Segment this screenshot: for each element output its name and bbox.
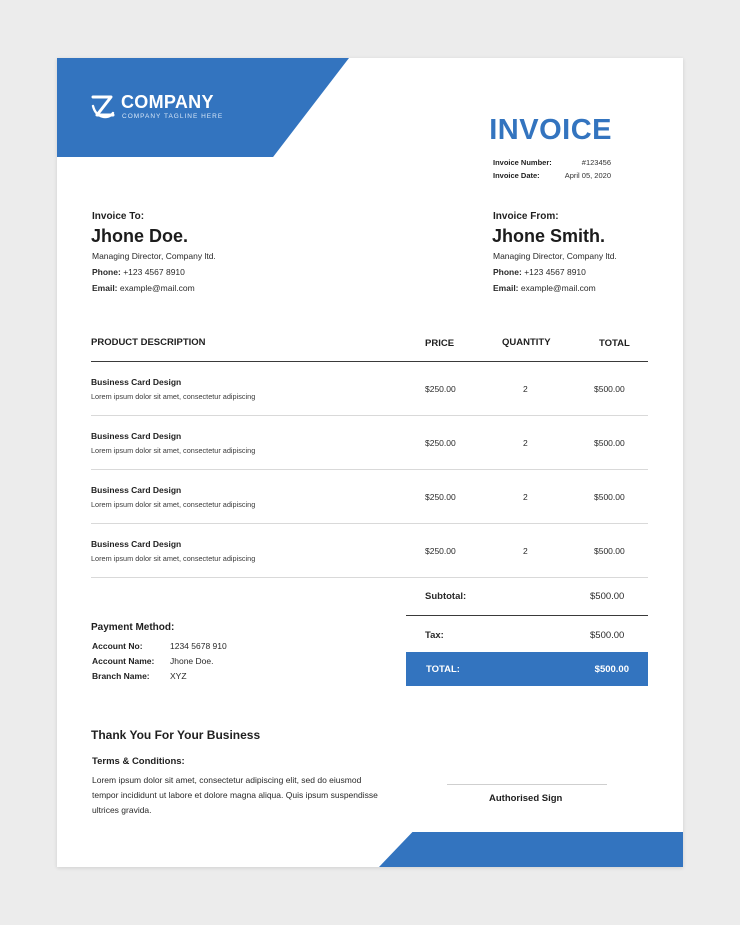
item-description: Lorem ipsum dolor sit amet, consectetur adipiscing [91,392,256,401]
invoice-to-email [92,283,195,293]
item-total: $500.00 [594,546,625,556]
column-header-description: PRODUCT DESCRIPTION [91,337,206,348]
total-label: TOTAL: [426,664,460,675]
subtotal-label: Subtotal: [425,591,467,602]
item-title: Business Card Design [91,485,182,495]
account-name-label: Account Name: [92,656,155,666]
invoice-to-role: Managing Director, Company ltd. [92,251,216,261]
phone-value: +123 4567 8910 [123,267,185,277]
total-bar [406,652,648,686]
invoice-from-email [493,283,596,293]
item-total: $500.00 [594,384,625,394]
item-price: $250.00 [425,546,456,556]
item-quantity: 2 [523,438,528,448]
column-header-quantity: QUANTITY [502,337,551,348]
subtotal-value: $500.00 [590,591,625,602]
item-price: $250.00 [425,438,456,448]
invoice-page [57,58,683,867]
invoice-from-heading: Invoice From: [493,211,559,222]
row-divider [91,523,648,524]
phone-label: Phone: [92,267,121,277]
invoice-from-phone [493,267,586,277]
branch-name-label: Branch Name: [92,671,150,681]
invoice-title: INVOICE [489,114,612,146]
row-divider [91,415,648,416]
invoice-to-name: Jhone Doe. [91,226,189,246]
item-description: Lorem ipsum dolor sit amet, consectetur adipiscing [91,500,256,509]
invoice-from-name: Jhone Smith. [492,226,606,246]
company-name: COMPANY [121,92,214,112]
email-label: Email: [92,283,118,293]
thank-you-message: Thank You For Your Business [91,728,261,742]
tax-label: Tax: [425,630,444,641]
footer-accent-band [379,832,683,867]
terms-title: Terms & Conditions: [92,756,185,767]
email-label: Email: [493,283,519,293]
payment-method-title: Payment Method: [91,622,175,633]
account-number-value: 1234 5678 910 [170,641,227,651]
item-price: $250.00 [425,492,456,502]
column-header-total: TOTAL [599,338,630,349]
company-tagline: COMPANY TAGLINE HERE [122,113,224,120]
invoice-date-label: Invoice Date: [493,171,540,180]
column-header-price: PRICE [425,338,455,349]
account-number-label: Account No: [92,641,143,651]
invoice-from-role: Managing Director, Company ltd. [493,251,617,261]
item-total: $500.00 [594,438,625,448]
invoice-date-value: April 05, 2020 [564,171,611,180]
invoice-number-label: Invoice Number: [493,158,552,167]
item-quantity: 2 [523,546,528,556]
item-total: $500.00 [594,492,625,502]
company-logo-icon [90,93,116,121]
item-quantity: 2 [523,492,528,502]
item-description: Lorem ipsum dolor sit amet, consectetur adipiscing [91,554,256,563]
table-header-divider [91,361,648,362]
subtotal-divider [406,615,648,616]
row-divider [91,469,648,470]
signature-line [447,784,607,785]
item-description: Lorem ipsum dolor sit amet, consectetur adipiscing [91,446,256,455]
phone-label: Phone: [493,267,522,277]
email-value: example@mail.com [119,283,195,293]
item-quantity: 2 [523,384,528,394]
account-name-value: Jhone Doe. [170,656,214,666]
total-value: $500.00 [594,664,629,675]
authorised-sign-label: Authorised Sign [489,793,563,804]
item-title: Business Card Design [91,377,182,387]
item-title: Business Card Design [91,431,182,441]
item-title: Business Card Design [91,539,182,549]
row-divider [91,577,648,578]
invoice-to-heading: Invoice To: [92,211,145,222]
invoice-to-phone [92,267,185,277]
branch-name-value: XYZ [170,671,187,681]
email-value: example@mail.com [520,283,596,293]
terms-text: Lorem ipsum dolor sit amet, consectetur adipiscing elit, sed do eiusmod tempor incididunt ut labore et dolore magna aliqua. Quis ipsum suspendisse ultrices gravida. [92,775,378,815]
item-price: $250.00 [425,384,456,394]
tax-value: $500.00 [590,630,625,641]
phone-value: +123 4567 8910 [524,267,586,277]
invoice-number-value: #123456 [581,158,611,167]
